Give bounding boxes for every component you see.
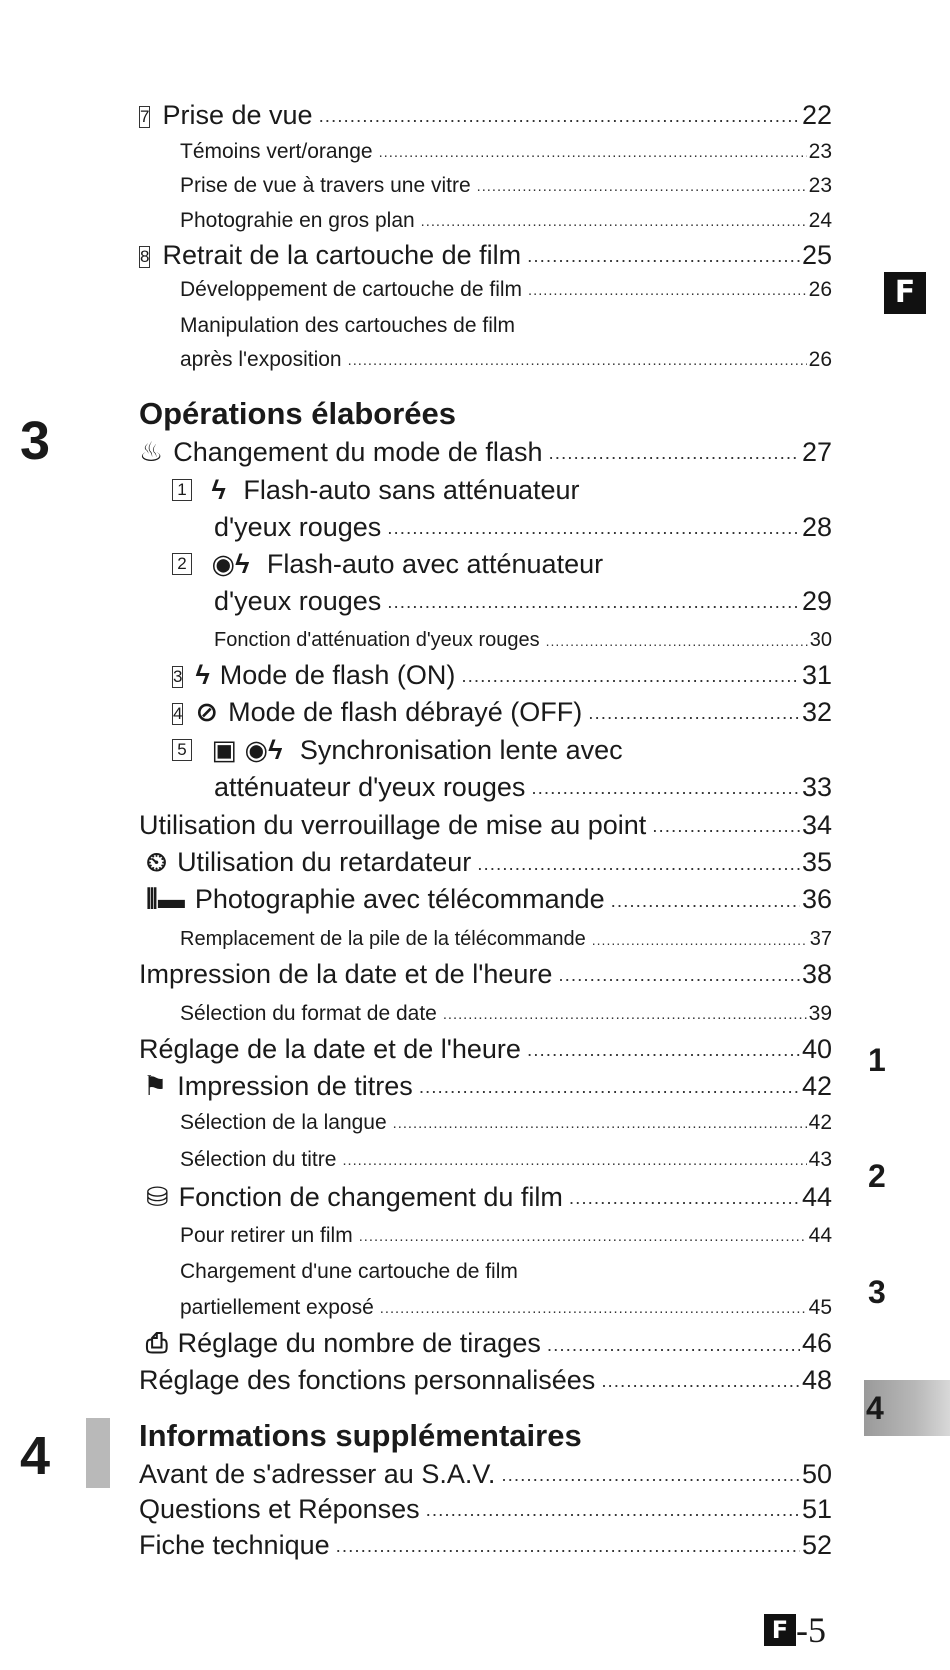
toc-page: 36 <box>801 884 832 914</box>
leader-dots <box>342 1153 806 1172</box>
toc-label: Réglage du nombre de tirages <box>177 1328 541 1358</box>
flash-on-icon: ϟ <box>195 660 210 690</box>
toc-row[interactable] <box>146 847 832 879</box>
toc-row[interactable] <box>139 1034 832 1065</box>
toc-row[interactable] <box>180 278 832 302</box>
toc-label-continuation: Chargement d'une cartouche de film <box>180 1260 518 1283</box>
leader-dots <box>461 666 800 691</box>
toc-page: 44 <box>801 1182 832 1212</box>
toc-label: Impression de la date et de l'heure <box>139 959 553 989</box>
toc-row[interactable] <box>214 629 832 652</box>
toc-label: Flash-auto sans atténuateur <box>243 475 580 505</box>
toc-page: 30 <box>809 629 832 651</box>
toc-row[interactable] <box>139 240 832 271</box>
toc-label: Synchronisation lente avec <box>299 735 623 765</box>
item-number-box: 4 <box>173 704 183 723</box>
section-heading: Opérations élaborées <box>139 396 457 431</box>
leader-dots <box>531 778 800 803</box>
leader-dots <box>548 443 799 468</box>
toc-page: 42 <box>808 1111 832 1134</box>
toc-label: Développement de cartouche de film <box>180 278 523 301</box>
toc-row-head[interactable] <box>172 549 603 580</box>
leader-dots <box>527 246 800 271</box>
side-tab-4[interactable]: 4 <box>866 1390 884 1426</box>
toc-row[interactable] <box>139 437 832 468</box>
leader-dots <box>419 1077 800 1102</box>
toc-label: Impression de titres <box>177 1071 413 1101</box>
leader-dots <box>393 1116 807 1135</box>
toc-row[interactable] <box>180 1148 832 1172</box>
leader-dots <box>546 633 808 652</box>
toc-row[interactable] <box>180 1111 832 1135</box>
toc-label: Utilisation du retardateur <box>177 847 472 877</box>
leader-dots <box>652 816 800 841</box>
leader-dots <box>569 1188 800 1213</box>
toc-page: 48 <box>801 1365 832 1395</box>
toc-label: Fonction d'atténuation d'yeux rouges <box>214 629 540 651</box>
toc-label: Prise de vue <box>162 100 313 130</box>
toc-row[interactable] <box>172 697 832 728</box>
section-number: 4 <box>20 1426 51 1486</box>
toc-page: 32 <box>801 697 832 727</box>
toc-label: partiellement exposé <box>180 1296 374 1319</box>
toc-row[interactable] <box>139 100 832 131</box>
auto-flash-icon: ϟ <box>211 475 226 505</box>
toc-row[interactable] <box>172 660 832 691</box>
toc-label: Témoins vert/orange <box>180 140 373 163</box>
leader-dots <box>477 854 800 879</box>
leader-dots <box>387 592 800 617</box>
toc-label: Retrait de la cartouche de film <box>162 240 522 270</box>
side-tab-2[interactable]: 2 <box>868 1158 886 1194</box>
leader-dots <box>592 932 808 951</box>
toc-row[interactable] <box>146 1182 832 1213</box>
flash-off-icon: ⊘ <box>195 697 219 727</box>
language-badge: F <box>884 272 926 314</box>
leader-dots <box>443 1007 807 1026</box>
toc-label: Mode de flash (ON) <box>219 660 456 690</box>
toc-label: Photographie avec télécommande <box>194 884 605 914</box>
toc-page: 43 <box>808 1148 832 1171</box>
toc-label: Prise de vue à travers une vitre <box>180 174 471 197</box>
toc-row[interactable] <box>180 140 832 164</box>
toc-row[interactable] <box>180 1002 832 1026</box>
toc-label: d'yeux rouges <box>214 586 382 616</box>
toc-page: 31 <box>801 660 832 690</box>
toc-page: 34 <box>801 810 832 840</box>
leader-dots <box>601 1371 800 1396</box>
toc-label: atténuateur d'yeux rouges <box>214 772 526 802</box>
leader-dots <box>588 703 800 728</box>
toc-page: 50 <box>801 1459 832 1489</box>
item-number-box: 2 <box>172 553 192 575</box>
toc-label: Réglage des fonctions personnalisées <box>139 1365 596 1395</box>
toc-page: 52 <box>801 1530 832 1560</box>
section-marker-bar <box>86 1418 110 1488</box>
toc-row[interactable] <box>180 174 832 198</box>
title-icon: ⚑ <box>143 1071 168 1101</box>
toc-label: après l'exposition <box>180 348 342 371</box>
leader-dots <box>528 283 807 302</box>
toc-page: 39 <box>808 1002 832 1025</box>
toc-label: Fonction de changement du film <box>178 1182 563 1212</box>
toc-page: 46 <box>801 1328 832 1358</box>
page-number: -5 <box>796 1610 826 1650</box>
toc-label: Changement du mode de flash <box>173 437 543 467</box>
toc-row[interactable] <box>180 209 832 233</box>
toc-page: 27 <box>801 437 832 467</box>
leader-dots <box>477 179 807 198</box>
side-tab-1[interactable]: 1 <box>868 1042 886 1078</box>
toc-label: Réglage de la date et de l'heure <box>139 1034 521 1064</box>
toc-row-head[interactable] <box>172 475 580 506</box>
slow-sync-icon: ▣ ◉ϟ <box>211 735 283 765</box>
toc-row[interactable] <box>139 1530 832 1561</box>
leader-dots <box>426 1500 800 1525</box>
red-eye-icon: ◉ϟ <box>211 549 250 579</box>
toc-page: 51 <box>801 1494 832 1524</box>
toc-label: d'yeux rouges <box>214 512 382 542</box>
leader-dots <box>547 1335 800 1360</box>
toc-page: 38 <box>801 959 832 989</box>
toc-page: 33 <box>801 772 832 802</box>
section-number: 3 <box>20 411 51 471</box>
toc-page: 44 <box>808 1224 832 1247</box>
toc-label: Photograhie en gros plan <box>180 209 415 232</box>
leader-dots <box>421 214 807 233</box>
toc-page: 45 <box>808 1296 832 1319</box>
toc-page: 25 <box>801 240 832 270</box>
toc-page: 26 <box>808 278 832 301</box>
toc-page: 28 <box>801 512 832 542</box>
film-change-icon: ⛁ <box>146 1182 169 1212</box>
toc-label-continuation: Manipulation des cartouches de film <box>180 314 516 337</box>
side-tab-3[interactable]: 3 <box>868 1274 886 1310</box>
toc-label: Sélection du format de date <box>180 1002 437 1025</box>
toc-page: 22 <box>801 100 832 130</box>
toc-page: 35 <box>801 847 832 877</box>
item-number-box: 7 <box>140 107 150 126</box>
toc-label: Utilisation du verrouillage de mise au point <box>139 810 647 840</box>
toc-page: 40 <box>801 1034 832 1064</box>
toc-page: 23 <box>808 174 832 197</box>
toc-row[interactable] <box>180 348 832 372</box>
leader-dots <box>348 353 807 372</box>
toc-row[interactable] <box>214 512 832 543</box>
self-timer-icon: ⏲ <box>146 847 168 877</box>
toc-page: 24 <box>808 209 832 232</box>
leader-dots <box>611 891 800 916</box>
toc-page: 42 <box>801 1071 832 1101</box>
leader-dots <box>501 1465 800 1490</box>
toc-row[interactable] <box>139 1494 832 1525</box>
toc-page: 23 <box>808 140 832 163</box>
toc-label: Flash-auto avec atténuateur <box>266 549 604 579</box>
leader-dots <box>380 1301 807 1320</box>
toc-label: Fiche technique <box>139 1530 330 1560</box>
toc-row[interactable] <box>139 1365 832 1396</box>
item-number-box: 3 <box>173 667 183 686</box>
toc-row[interactable] <box>214 586 832 617</box>
toc-label: Remplacement de la pile de la télécommande <box>180 928 586 950</box>
toc-row[interactable] <box>143 1071 832 1102</box>
toc-row[interactable] <box>214 772 832 803</box>
leader-dots <box>359 1229 807 1248</box>
toc-label: Mode de flash débrayé (OFF) <box>228 697 583 727</box>
leader-dots <box>336 1536 800 1561</box>
leader-dots <box>387 518 800 543</box>
footer-language-badge: F <box>764 1614 796 1646</box>
prints-icon: ⎙ <box>146 1328 168 1358</box>
item-number-box: 1 <box>172 479 192 501</box>
toc-label: Questions et Réponses <box>139 1494 420 1524</box>
toc-row[interactable] <box>146 1328 832 1360</box>
toc-page: 37 <box>809 928 832 950</box>
leader-dots <box>558 965 800 990</box>
flash-mode-icon: ♨ <box>139 437 164 467</box>
item-number-box: 5 <box>172 739 192 761</box>
leader-dots <box>527 1040 800 1065</box>
toc-row[interactable] <box>180 928 832 951</box>
section-heading: Informations supplémentaires <box>139 1418 582 1453</box>
leader-dots <box>319 106 800 131</box>
toc-label: Pour retirer un film <box>180 1224 353 1247</box>
toc-row[interactable] <box>146 884 832 916</box>
page-footer <box>764 1609 826 1651</box>
toc-row[interactable] <box>180 1224 832 1248</box>
toc-row[interactable] <box>180 1296 832 1320</box>
leader-dots <box>379 145 807 164</box>
toc-label: Sélection du titre <box>180 1148 337 1171</box>
toc-label: Avant de s'adresser au S.A.V. <box>139 1459 496 1489</box>
toc-row[interactable] <box>139 1459 832 1490</box>
toc-label: Sélection de la langue <box>180 1111 387 1134</box>
toc-page: 26 <box>808 348 832 371</box>
toc-page: 29 <box>801 586 832 616</box>
toc-row[interactable] <box>139 810 832 841</box>
toc-row-head[interactable] <box>172 735 623 766</box>
remote-control-icon: ⦀▬ <box>146 884 185 914</box>
toc-row[interactable] <box>139 959 832 990</box>
item-number-box: 8 <box>140 247 150 266</box>
